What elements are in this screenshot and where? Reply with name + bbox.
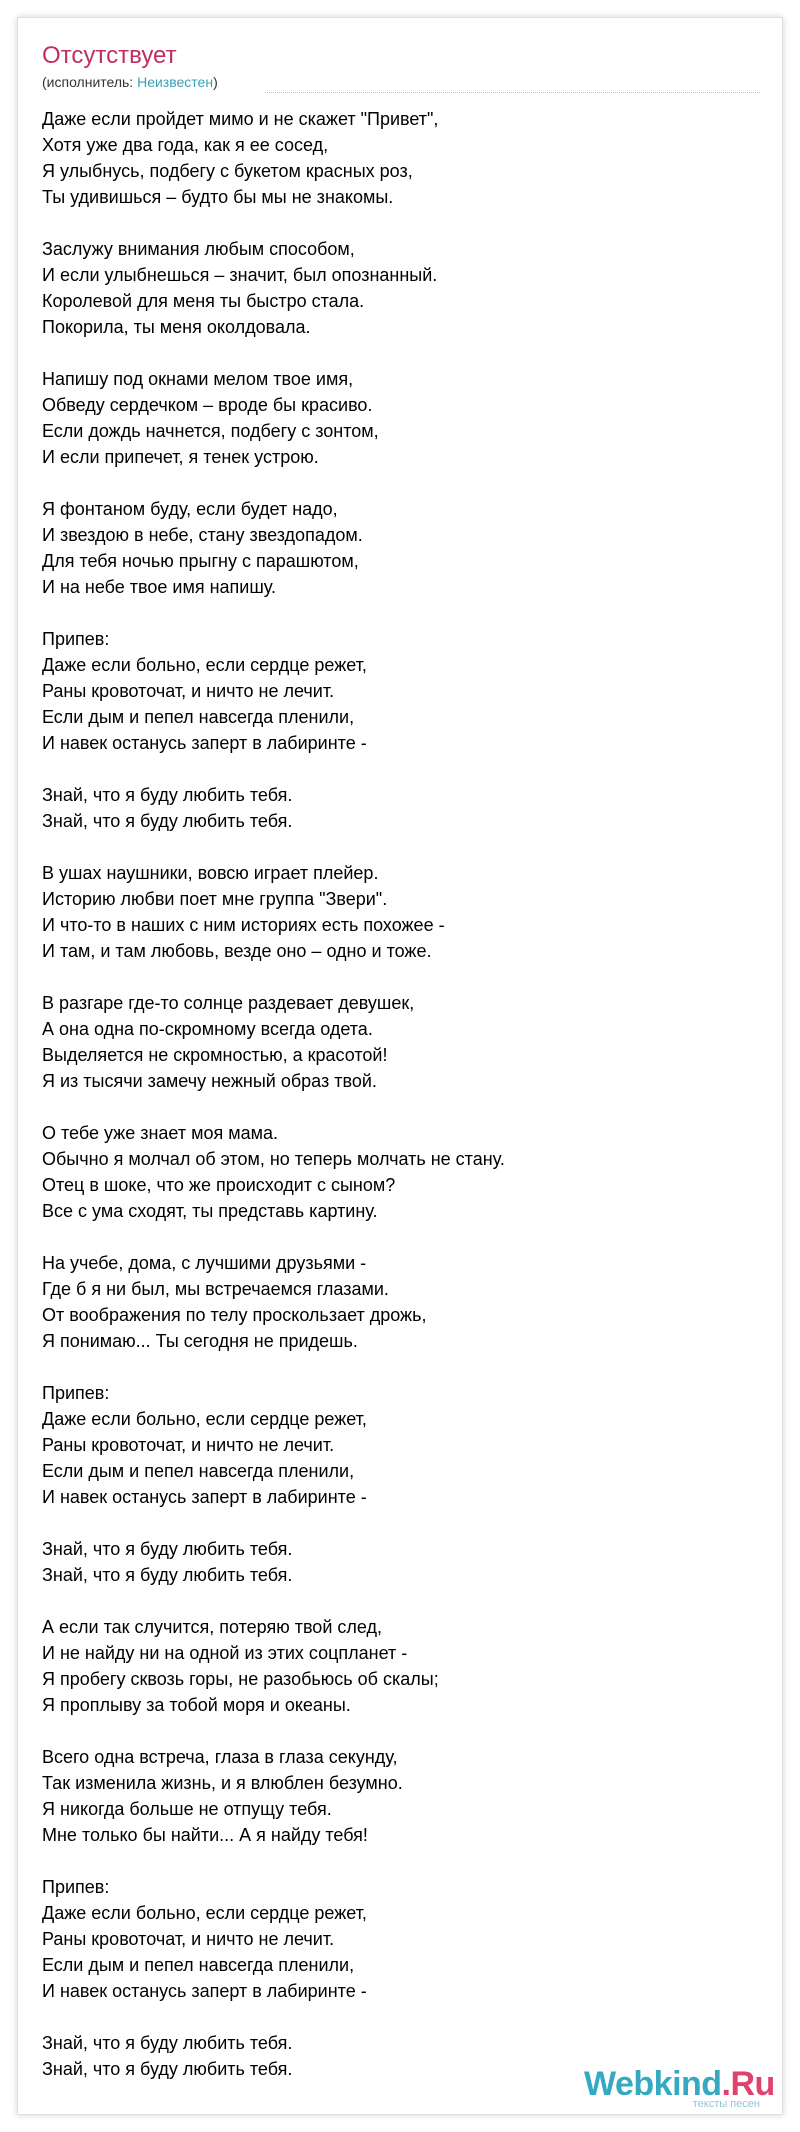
lyric-line: Историю любви поет мне группа "Звери". [42, 889, 388, 909]
lyric-stanza [42, 236, 742, 340]
lyric-line: А она одна по-скромному всегда одета. [42, 1019, 373, 1039]
lyric-line: Знай, что я буду любить тебя. [42, 2059, 293, 2079]
lyric-line: И звездою в небе, стану звездопадом. [42, 525, 363, 545]
artist-line [42, 73, 218, 91]
lyric-line: Всего одна встреча, глаза в глаза секунду, [42, 1747, 398, 1767]
lyric-line: Даже если больно, если сердце режет, [42, 1903, 367, 1923]
lyric-line: Я никогда больше не отпущу тебя. [42, 1799, 332, 1819]
lyric-line: И не найду ни на одной из этих соцпланет - [42, 1643, 408, 1663]
lyric-stanza [42, 1614, 742, 1718]
lyric-line: В ушах наушники, вовсю играет плейер. [42, 863, 379, 883]
lyric-line: Припев: [42, 629, 110, 649]
lyric-line: Даже если больно, если сердце режет, [42, 1409, 367, 1429]
logo-tagline: тексты песен [692, 2098, 760, 2110]
lyric-line: Обычно я молчал об этом, но теперь молчать не стану. [42, 1149, 505, 1169]
lyric-stanza [42, 990, 742, 1094]
lyric-line: Я фонтаном буду, если будет надо, [42, 499, 338, 519]
lyric-line: О тебе уже знает моя мама. [42, 1123, 278, 1143]
lyric-stanza [42, 1536, 742, 1588]
lyric-line: Знай, что я буду любить тебя. [42, 1565, 293, 1585]
logo-domain: .Ru [721, 2065, 775, 2103]
lyric-line: И навек останусь заперт в лабиринте - [42, 1487, 367, 1507]
lyric-line: В разгаре где-то солнце раздевает девушек, [42, 993, 415, 1013]
lyric-line: Даже если пройдет мимо и не скажет "Привет", [42, 109, 439, 129]
lyric-line: Покорила, ты меня околдовала. [42, 317, 311, 337]
lyric-stanza [42, 860, 742, 964]
lyric-stanza [42, 1874, 742, 2004]
lyric-line: Я улыбнусь, подбегу с букетом красных роз, [42, 161, 413, 181]
lyric-line: Я понимаю... Ты сегодня не придешь. [42, 1331, 358, 1351]
artist-link[interactable]: Неизвестен [137, 74, 214, 90]
lyric-stanza [42, 782, 742, 834]
lyric-line: Если дым и пепел навсегда пленили, [42, 707, 355, 727]
lyric-line: От воображения по телу проскользает дрожь, [42, 1305, 427, 1325]
lyric-line: Припев: [42, 1877, 110, 1897]
lyric-line: Где б я ни был, мы встречаемся глазами. [42, 1279, 389, 1299]
lyric-line: Мне только бы найти... А я найду тебя! [42, 1825, 368, 1845]
lyric-line: Раны кровоточат, и ничто не лечит. [42, 1929, 335, 1949]
lyric-line: Знай, что я буду любить тебя. [42, 811, 293, 831]
lyric-line: Если дым и пепел навсегда пленили, [42, 1461, 355, 1481]
lyric-line: Все с ума сходят, ты представь картину. [42, 1201, 378, 1221]
lyric-line: Ты удивишься – будто бы мы не знакомы. [42, 187, 394, 207]
lyric-line: На учебе, дома, с лучшими друзьями - [42, 1253, 367, 1273]
lyric-line: Раны кровоточат, и ничто не лечит. [42, 681, 335, 701]
lyric-stanza [42, 1250, 742, 1354]
lyric-line: Если дождь начнется, подбегу с зонтом, [42, 421, 379, 441]
lyric-stanza [42, 106, 742, 210]
lyric-line: Знай, что я буду любить тебя. [42, 2033, 293, 2053]
lyric-line: Обведу сердечком – вроде бы красиво. [42, 395, 373, 415]
lyric-stanza [42, 1744, 742, 1848]
lyric-stanza [42, 496, 742, 600]
lyric-stanza [42, 1380, 742, 1510]
lyric-line: Припев: [42, 1383, 110, 1403]
lyric-line: Даже если больно, если сердце режет, [42, 655, 367, 675]
lyric-stanza [42, 1120, 742, 1224]
lyric-line: И там, и там любовь, везде оно – одно и тоже. [42, 941, 432, 961]
lyric-stanza [42, 366, 742, 470]
lyric-line: Я проплыву за тобой моря и океаны. [42, 1695, 351, 1715]
webkind-logo[interactable] [584, 2064, 774, 2114]
artist-prefix: (исполнитель: [42, 74, 138, 90]
lyrics-body [42, 106, 742, 2108]
lyric-line: И навек останусь заперт в лабиринте - [42, 733, 367, 753]
lyric-line: И если припечет, я тенек устрою. [42, 447, 319, 467]
lyric-line: Я пробегу сквозь горы, не разобьюсь об скалы; [42, 1669, 439, 1689]
title-divider [265, 92, 760, 93]
lyric-line: Знай, что я буду любить тебя. [42, 1539, 293, 1559]
lyric-line: И если улыбнешься – значит, был опознанный. [42, 265, 438, 285]
song-title: Отсутствует [42, 42, 177, 69]
lyric-line: Напишу под окнами мелом твое имя, [42, 369, 354, 389]
lyric-stanza [42, 626, 742, 756]
lyric-line: Так изменила жизнь, и я влюблен безумно. [42, 1773, 403, 1793]
lyric-line: Если дым и пепел навсегда пленили, [42, 1955, 355, 1975]
lyric-line: Хотя уже два года, как я ее сосед, [42, 135, 329, 155]
lyric-line: Для тебя ночью прыгну с парашютом, [42, 551, 359, 571]
lyric-line: А если так случится, потеряю твой след, [42, 1617, 382, 1637]
lyric-line: И навек останусь заперт в лабиринте - [42, 1981, 367, 2001]
lyric-line: Раны кровоточат, и ничто не лечит. [42, 1435, 335, 1455]
artist-suffix: ) [213, 74, 218, 90]
lyric-line: Знай, что я буду любить тебя. [42, 785, 293, 805]
lyric-line: Выделяется не скромностью, а красотой! [42, 1045, 388, 1065]
lyric-line: Заслужу внимания любым способом, [42, 239, 355, 259]
lyric-line: И на небе твое имя напишу. [42, 577, 276, 597]
lyric-line: Королевой для меня ты быстро стала. [42, 291, 365, 311]
logo-word: Webkind [584, 2065, 722, 2103]
lyric-line: Отец в шоке, что же происходит с сыном? [42, 1175, 396, 1195]
lyric-line: Я из тысячи замечу нежный образ твой. [42, 1071, 377, 1091]
lyric-line: И что-то в наших с ним историях есть похожее - [42, 915, 445, 935]
